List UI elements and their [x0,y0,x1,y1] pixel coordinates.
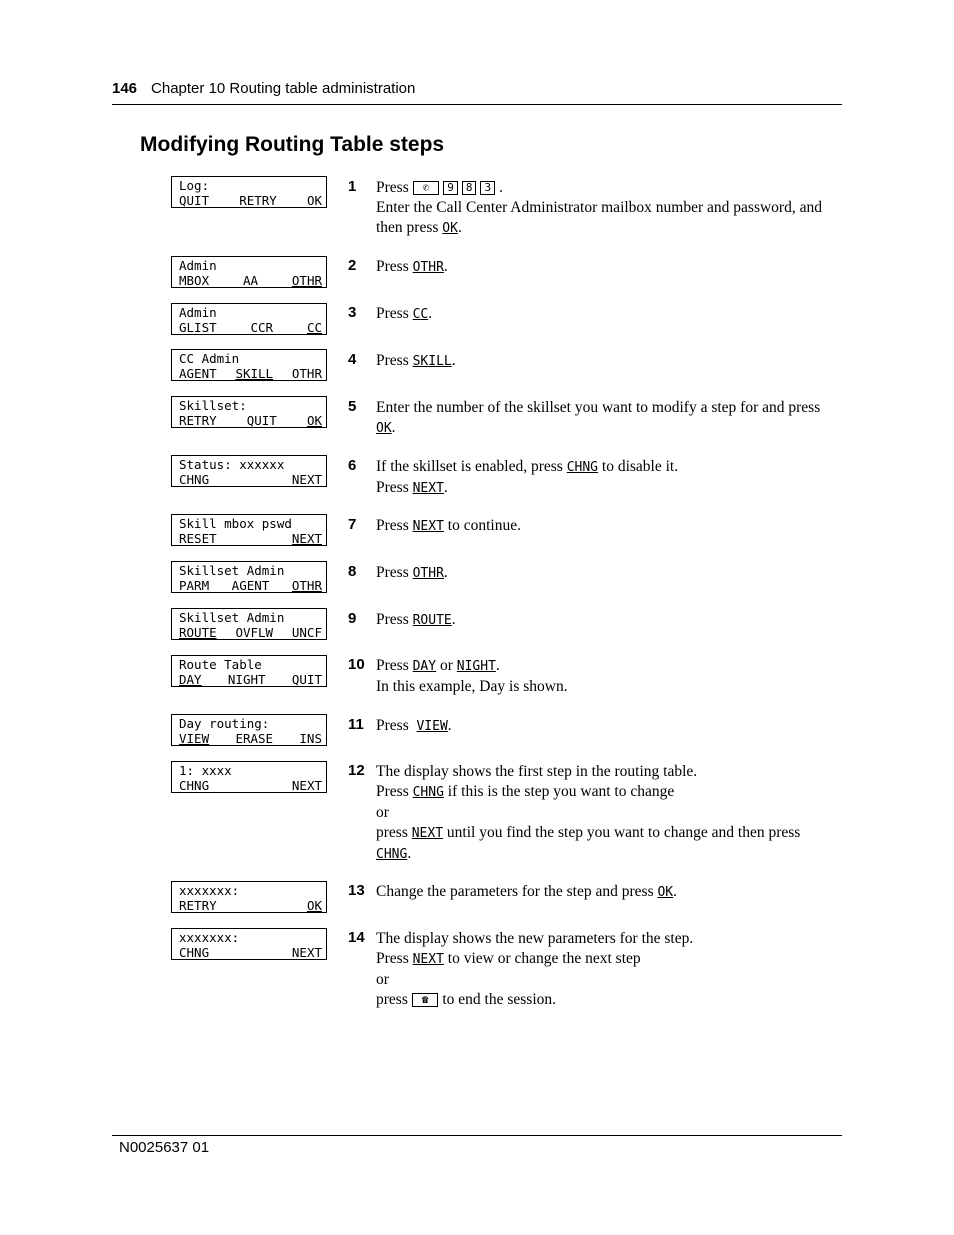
softkey-view: VIEW [179,731,210,746]
softkey-retry: RETRY [179,413,217,428]
softkey-othr: OTHR [291,578,322,593]
softkey-ok: OK [306,413,322,428]
softkey-mbox: MBOX [179,273,210,288]
step-text: until you find the step you want to change and then press [446,824,801,841]
softkey-erase: ERASE [235,731,274,746]
step-text: . [443,258,448,275]
display-parameter [171,928,327,960]
step-text: Press [376,783,409,800]
softkey-ref: NEXT [412,952,444,967]
softkey-route: ROUTE [179,625,217,640]
release-key-icon: ☎ [412,993,439,1007]
step-text: Press [376,258,409,275]
softkey-day: DAY [179,672,202,687]
step-text: The display shows the new parameters for the step. [376,930,694,947]
display-admin [171,256,327,288]
display-line: Skillset: [179,398,247,413]
step-text: press [376,991,408,1008]
step-text: Change the parameters for the step and press [376,883,654,900]
step-text: to end the session. [442,991,557,1008]
softkey-ins: INS [299,731,322,746]
softkey-quit: QUIT [291,672,322,687]
step-text: . [443,564,448,581]
display-skillset [171,396,327,428]
softkey-ccr: CCR [250,320,274,335]
softkey-othr: OTHR [291,273,322,288]
display-line: CC Admin [179,351,240,366]
step-text: . [499,179,503,196]
step-number: 5 [348,398,357,415]
softkey-next: NEXT [291,531,322,546]
softkey-retry: RETRY [239,193,277,208]
step-number: 12 [348,762,365,779]
softkey-reset: RESET [179,531,217,546]
display-cc-admin [171,349,327,381]
softkey-agent: AGENT [231,578,270,593]
softkey-ref: OK [657,885,674,900]
softkey-skill: SKILL [235,366,274,381]
display-skillset-admin [171,608,327,640]
step-text: Press [376,950,409,967]
display-line: xxxxxxx: [179,930,240,945]
softkey-othr: OTHR [291,366,322,381]
key-3: 3 [480,181,495,195]
display-route-table [171,655,327,687]
step-text: Press [376,564,409,581]
feature-key-icon: ✆ [413,181,440,195]
step-text: Enter the number of the skillset you want to modify a step for and press [376,399,821,416]
step-number: 10 [348,656,365,673]
page-number: 146 [112,80,138,97]
softkey-next: NEXT [291,778,322,793]
display-line: Route Table [179,657,262,672]
step-text: or [376,804,389,821]
softkey-ref: VIEW [416,719,448,734]
display-line: Admin [179,258,217,273]
softkey-glist: GLIST [179,320,217,335]
softkey-chng: CHNG [179,472,210,487]
step-text: . [451,352,456,369]
running-header [112,80,415,97]
step-text: Press [376,479,409,496]
display-line: Status: xxxxxx [179,457,285,472]
softkey-night: NIGHT [227,672,266,687]
softkey-retry: RETRY [179,898,217,913]
step-text: Press [376,517,409,534]
step-text: . [451,611,456,628]
softkey-chng: CHNG [179,945,210,960]
softkey-cc: CC [306,320,322,335]
step-text: . [407,845,412,862]
softkey-next: NEXT [291,945,322,960]
softkey-ref: CC [412,307,429,322]
display-skill-mbox [171,514,327,546]
step-text: or [439,657,453,674]
softkey-ref: NEXT [412,519,444,534]
step-text: Press [376,305,409,322]
softkey-ref: OTHR [412,260,444,275]
footer-rule [112,1135,842,1136]
softkey-aa: AA [242,273,259,288]
softkey-ref: OK [442,221,458,236]
softkey-quit: QUIT [246,413,277,428]
step-text: Enter the Call Center Administrator mailbox number and password, and then press [376,199,822,236]
softkey-next: NEXT [291,472,322,487]
step-text: . [495,657,500,674]
step-number: 2 [348,257,357,274]
softkey-ovflw: OVFLW [235,625,274,640]
display-skillset-admin [171,561,327,593]
step-text: . [673,883,678,900]
step-text: . [447,717,452,734]
display-log [171,176,327,208]
step-text: to continue. [447,517,521,534]
display-line: xxxxxxx: [179,883,240,898]
step-number: 4 [348,351,357,368]
step-text: to disable it. [601,458,679,475]
display-line: Skillset Admin [179,610,285,625]
softkey-ref: OK [376,421,392,436]
display-status [171,455,327,487]
chapter-title: Chapter 10 Routing table administration [151,80,416,97]
step-text: press [376,824,408,841]
softkey-quit: QUIT [179,193,210,208]
step-text: Press [376,717,409,734]
softkey-ref: CHNG [376,847,408,862]
display-line: 1: xxxx [179,763,232,778]
display-line: Log: [179,178,210,193]
document-number: N0025637 01 [119,1139,210,1156]
softkey-ref: NEXT [412,481,444,496]
section-title: Modifying Routing Table steps [140,133,445,156]
step-number: 3 [348,304,357,321]
step-number: 7 [348,516,357,533]
softkey-ref: OTHR [412,566,444,581]
softkey-chng: CHNG [179,778,210,793]
softkey-ref: ROUTE [412,613,452,628]
softkey-ok: OK [306,193,322,208]
step-text: The display shows the first step in the routing table. [376,763,698,780]
softkey-ref: SKILL [412,354,452,369]
softkey-ref: NEXT [411,826,444,841]
step-number: 11 [348,716,364,733]
step-text: In this example, Day is shown. [376,678,568,695]
step-text: Press [376,611,409,628]
display-line: Skillset Admin [179,563,285,578]
step-text: . [457,219,462,236]
step-number: 1 [348,178,357,195]
step-number: 9 [348,610,357,627]
display-day-routing [171,714,327,746]
step-text: Press [376,352,409,369]
display-step [171,761,327,793]
softkey-ref: CHNG [566,460,599,475]
header-rule [112,104,842,105]
softkey-uncf: UNCF [291,625,322,640]
display-line: Day routing: [179,716,270,731]
step-text: . [443,479,448,496]
step-text: if this is the step you want to change [447,783,675,800]
softkey-ref: CHNG [412,785,444,800]
softkey-ok: OK [306,898,322,913]
softkey-ref: DAY [412,659,437,674]
step-text: or [376,971,389,988]
step-text: If the skillset is enabled, press [376,458,563,475]
softkey-parm: PARM [179,578,210,593]
step-text: Press [376,657,409,674]
softkey-ref: NIGHT [456,659,496,674]
display-line: Admin [179,305,217,320]
display-admin [171,303,327,335]
step-number: 13 [348,882,365,899]
display-parameter [171,881,327,913]
step-text: Press [376,179,409,196]
softkey-agent: AGENT [179,366,217,381]
step-text: to view or change the next step [447,950,641,967]
step-text: . [391,419,396,436]
key-8: 8 [462,181,477,195]
step-text: . [428,305,433,322]
display-line: Skill mbox pswd [179,516,292,531]
step-number: 6 [348,457,357,474]
key-9: 9 [443,181,458,195]
step-number: 8 [348,563,357,580]
step-number: 14 [348,929,365,946]
